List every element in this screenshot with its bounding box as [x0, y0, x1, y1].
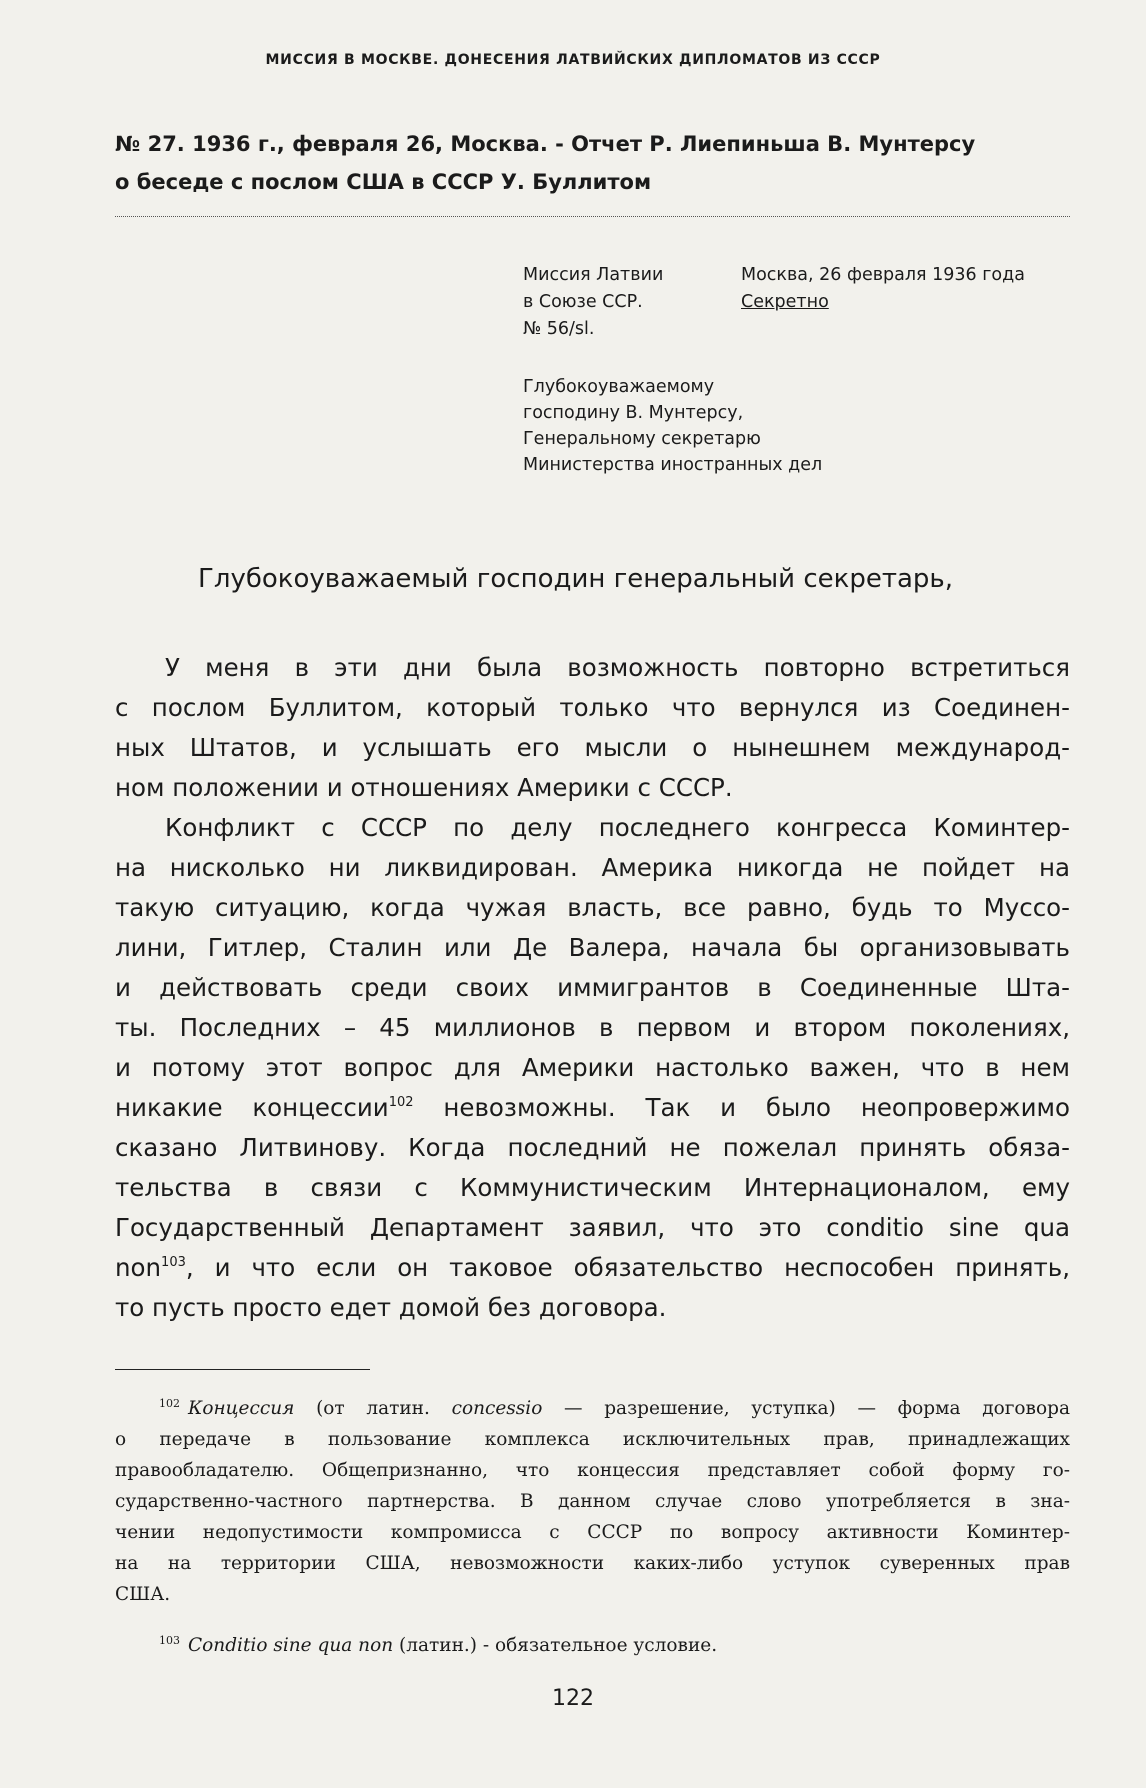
page-number: 122 [552, 1686, 594, 1711]
footnote-text-run: (от латин. [294, 1398, 452, 1419]
sender-line: в Союзе ССР. [523, 292, 643, 312]
body-line: ном положении и отношениях Америки с СССР. [115, 773, 733, 802]
document-title-line: о беседе с послом США в СССР У. Буллитом [115, 170, 652, 194]
running-head: МИССИЯ В МОСКВЕ. ДОНЕСЕНИЯ ЛАТВИЙСКИХ ДИПЛОМАТОВ ИЗ СССР [265, 52, 881, 68]
footnote-line: на на территории США, невозможности каких-либо уступок суверенных прав [115, 1553, 1070, 1574]
addressee-block [523, 374, 1083, 478]
document-title-line: № 27. 1936 г., февраля 26, Москва. - Отчет Р. Лиепиньша В. Мунтерсу [115, 132, 976, 156]
body-line: ных Штатов, и услышать его мысли о нынешнем международ- [115, 733, 1070, 762]
body-line: на нисколько ни ликвидирован. Америка никогда не пойдет на [115, 853, 1070, 882]
sender-line: Миссия Латвии [523, 265, 664, 285]
footnote-latin: concessio [451, 1398, 543, 1419]
body-line: Конфликт с СССР по делу последнего конгресса Коминтер- [165, 813, 1070, 842]
footnote-ref-102[interactable]: 102 [388, 1095, 414, 1110]
body-line [115, 1248, 1070, 1288]
footnote-term: Conditio sine qua non [188, 1635, 394, 1656]
addressee-line: господину В. Мунтерсу, [523, 403, 744, 423]
addressee-line: Генеральному секретарю [523, 429, 761, 449]
footnote-divider [115, 1369, 370, 1370]
footnote-line: чении недопустимости компромисса с СССР по вопросу активности Коминтер- [115, 1522, 1070, 1543]
reference-number: № 56/sl. [523, 319, 595, 339]
footnote-term: Концессия [188, 1398, 295, 1419]
footnote-103 [115, 1625, 1070, 1661]
addressee-line: Министерства иностранных дел [523, 455, 823, 475]
place-date: Москва, 26 февраля 1936 года [741, 265, 1025, 285]
body-line: сказано Литвинову. Когда последний не пожелал принять обяза- [115, 1133, 1070, 1162]
footnote-line [115, 1388, 1070, 1424]
body-line: У меня в эти дни была возможность повторно встретиться [165, 653, 1070, 682]
footnote-line: о передаче в пользование комплекса исключительных прав, принадлежащих [115, 1429, 1070, 1450]
dotted-divider [115, 216, 1070, 217]
footnote-line: США. [115, 1584, 171, 1605]
salutation: Глубокоуважаемый господин генеральный секретарь, [198, 564, 954, 594]
body-line: и действовать среди своих иммигрантов в Соединенные Шта- [115, 973, 1070, 1002]
body-line: тельства в связи с Коммунистическим Интернационалом, ему [115, 1173, 1070, 1202]
footnote-line: сударственно-частного партнерства. В данном случае слово употребляется в зна- [115, 1491, 1070, 1512]
body-line: и потому этот вопрос для Америки настолько важен, что в нем [115, 1053, 1070, 1082]
footnote-number: 102 [159, 1397, 180, 1410]
letter-body [115, 648, 1070, 1328]
body-text-run: , и что если он таковое обязательство неспособен принять, [185, 1253, 1070, 1282]
footnote-ref-103[interactable]: 103 [161, 1255, 186, 1270]
body-line: с послом Буллитом, который только что вернулся из Соединен- [115, 693, 1070, 722]
footnote-text-run: (латин.) - обязательное условие. [393, 1635, 718, 1656]
footnote-102 [115, 1388, 1070, 1610]
footnote-line: правообладателю. Общепризнанно, что концессия представляет собой форму го- [115, 1460, 1070, 1481]
footnote-line [115, 1625, 1070, 1661]
classification-mark: Секретно [741, 292, 829, 312]
body-line: ты. Последних – 45 миллионов в первом и втором поколениях, [115, 1013, 1070, 1042]
date-block [741, 262, 1083, 316]
footnote-text-run: — разрешение, уступка) — форма договора [542, 1398, 1070, 1419]
body-line [115, 1088, 1070, 1128]
body-text-run: невозможны. Так и было неопровержимо [413, 1093, 1070, 1122]
document-title [115, 125, 1035, 201]
addressee-line: Глубокоуважаемому [523, 377, 715, 397]
body-line: то пусть просто едет домой без договора. [115, 1293, 667, 1322]
body-text-run: никакие концессии [115, 1093, 389, 1122]
footnotes [115, 1388, 1070, 1661]
body-line: лини, Гитлер, Сталин или Де Валера, начала бы организовывать [115, 933, 1070, 962]
body-text-run: non [115, 1253, 162, 1282]
sender-block [523, 262, 728, 343]
footnote-number: 103 [159, 1634, 180, 1647]
body-line: Государственный Департамент заявил, что это conditio sine qua [115, 1213, 1070, 1242]
body-line: такую ситуацию, когда чужая власть, все равно, будь то Муссо- [115, 893, 1070, 922]
